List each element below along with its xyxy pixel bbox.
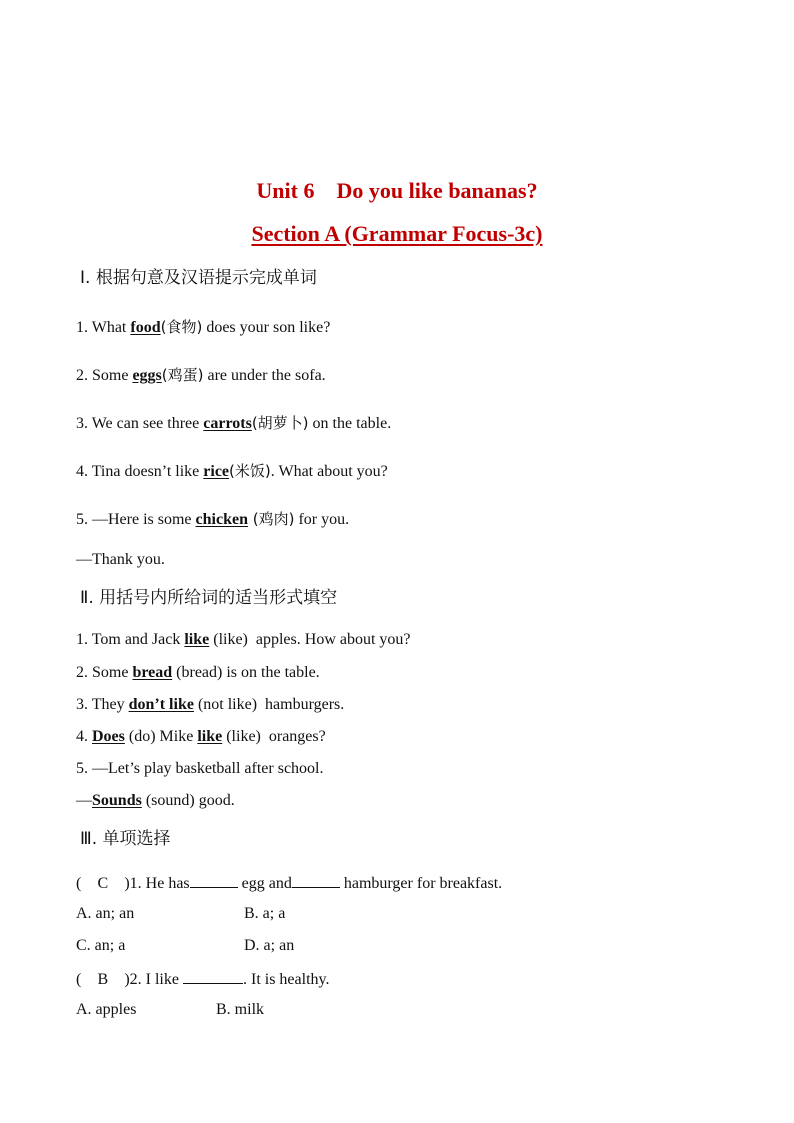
part1-heading: Ⅰ. 根据句意及汉语提示完成单词 <box>80 268 317 288</box>
q2-option-b: B. milk <box>216 1001 265 1018</box>
part1-item-5: 5. —Here is some chicken (鸡肉) for you. <box>76 510 350 528</box>
answer: like <box>184 631 210 648</box>
part1-item-2: 2. Some eggs(鸡蛋) are under the sofa. <box>76 366 326 384</box>
part1-item-3: 3. We can see three carrots(胡萝卜) on the table. <box>76 414 392 432</box>
blank <box>292 872 340 888</box>
answer: don’t like <box>128 696 194 713</box>
answer: chicken <box>195 511 248 528</box>
part2-item-5-reply: —Sounds (sound) good. <box>76 792 235 809</box>
q1-option-d: D. a; an <box>244 937 295 954</box>
page-subtitle: Section A (Grammar Focus-3c) <box>251 221 543 246</box>
page-title: Unit 6 Do you like bananas? <box>256 178 538 203</box>
answer: Does <box>92 728 125 745</box>
answer: carrots <box>203 415 252 432</box>
part3-question-2: ( B )2. I like . It is healthy. <box>76 968 329 990</box>
answer: eggs <box>132 367 162 384</box>
part1-item-1: 1. What food(食物) does your son like? <box>76 318 331 336</box>
part2-item-5: 5. —Let’s play basketball after school. <box>76 760 324 777</box>
part2-item-4: 4. Does (do) Mike like (like) oranges? <box>76 728 326 745</box>
part1-item-4: 4. Tina doesn’t like rice(米饭). What about you? <box>76 462 388 480</box>
part1-reply: —Thank you. <box>76 551 165 568</box>
answer: like <box>197 728 223 745</box>
q1-option-c: C. an; a <box>76 937 126 954</box>
part2-item-2: 2. Some bread (bread) is on the table. <box>76 664 320 681</box>
answer: C <box>97 875 109 892</box>
answer: B <box>97 971 109 988</box>
answer: bread <box>132 664 173 681</box>
answer: rice <box>203 463 230 480</box>
q1-option-a: A. an; an <box>76 905 135 922</box>
answer: Sounds <box>92 792 142 809</box>
part3-question-1: ( C )1. He has egg and hamburger for breakfast. <box>76 872 502 894</box>
part3-heading: Ⅲ. 单项选择 <box>80 829 171 849</box>
q2-option-a: A. apples <box>76 1001 137 1018</box>
answer: food <box>130 319 161 336</box>
blank <box>183 968 243 984</box>
part2-heading: Ⅱ. 用括号内所给词的适当形式填空 <box>80 588 338 608</box>
part2-item-1: 1. Tom and Jack like (like) apples. How about you? <box>76 631 411 648</box>
q1-option-b: B. a; a <box>244 905 286 922</box>
blank <box>190 872 238 888</box>
part2-item-3: 3. They don’t like (not like) hamburgers. <box>76 696 345 713</box>
